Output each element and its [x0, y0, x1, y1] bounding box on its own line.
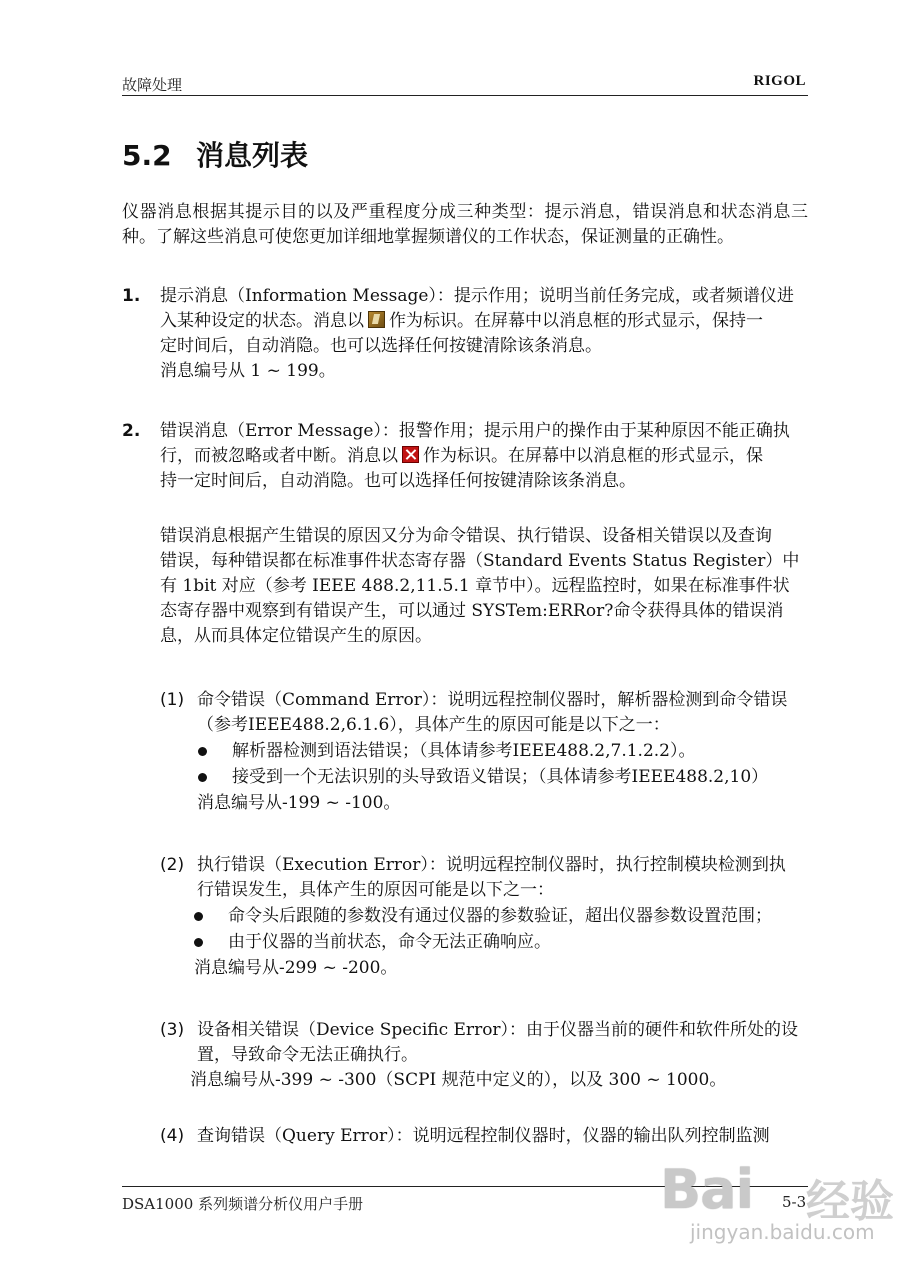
item-2-number: 2.	[122, 421, 141, 441]
sub-3-line-2: 置，导致命令无法正确执行。	[197, 1045, 418, 1065]
header-chapter: 故障处理	[122, 76, 183, 94]
sub-2-bullet-2: 由于仪器的当前状态，命令无法正确响应。	[228, 932, 551, 952]
section-title	[122, 134, 308, 174]
item-1-line-2a: 入某种设定的状态。消息以	[160, 311, 364, 331]
item-1-range: 消息编号从 1 ~ 199。	[160, 361, 336, 381]
sub-3-range: 消息编号从-399 ~ -300（SCPI 规范中定义的），以及 300 ~ 1000。	[190, 1070, 727, 1090]
sub-4-line-1: 查询错误（Query Error）：说明远程控制仪器时，仪器的输出队列控制监测	[197, 1126, 770, 1146]
sub-2-bullet-1: 命令头后跟随的参数没有通过仪器的参数验证，超出仪器参数设置范围；	[228, 906, 772, 926]
info-message-icon	[368, 311, 385, 328]
item-2-line-2a: 行，而被忽略或者中断。消息以	[160, 446, 398, 466]
sub-2-number: (2)	[160, 855, 185, 875]
watermark-url: jingyan.baidu.com	[690, 1220, 875, 1244]
sub-2-line-1: 执行错误（Execution Error）：说明远程控制仪器时，执行控制模块检测到执	[197, 855, 786, 875]
error-para-line-5: 息，从而具体定位错误产生的原因。	[160, 626, 432, 646]
error-message-icon	[402, 446, 419, 463]
sub-3-line-1: 设备相关错误（Device Specific Error）：由于仪器当前的硬件和软件所处的设	[197, 1020, 799, 1040]
bullet-icon	[194, 912, 203, 921]
bullet-icon	[198, 773, 207, 782]
section-number: 5.2	[122, 139, 172, 172]
error-para-line-4: 态寄存器中观察到有错误产生，可以通过 SYSTem:ERRor?命令获得具体的错误消	[160, 601, 784, 621]
footer-manual-title: DSA1000 系列频谱分析仪用户手册	[122, 1195, 364, 1213]
sub-2-range: 消息编号从-299 ~ -200。	[194, 958, 398, 978]
sub-1-line-1: 命令错误（Command Error）：说明远程控制仪器时，解析器检测到命令错误	[197, 690, 788, 710]
header-rule	[122, 95, 808, 96]
section-name: 消息列表	[196, 139, 309, 172]
error-para-line-1: 错误消息根据产生错误的原因又分为命令错误、执行错误、设备相关错误以及查询	[160, 526, 772, 546]
error-para-line-3: 有 1bit 对应（参考 IEEE 488.2,11.5.1 章节中）。远程监控时，如果在标准事件状	[160, 576, 790, 596]
item-1-line-3: 定时间后，自动消隐。也可以选择任何按键清除该条消息。	[160, 336, 602, 356]
bullet-icon	[194, 938, 203, 947]
item-2-line-1: 错误消息（Error Message）：报警作用；提示用户的操作由于某种原因不能正确执	[160, 421, 790, 441]
watermark-cn: 经验	[806, 1176, 894, 1227]
item-1-line-2	[160, 309, 763, 334]
sub-1-range: 消息编号从-199 ~ -100。	[197, 793, 401, 813]
sub-1-bullet-2: 接受到一个无法识别的头导致语义错误；（具体请参考IEEE488.2,10）	[232, 767, 769, 787]
sub-2-line-2: 行错误发生，具体产生的原因可能是以下之一：	[197, 880, 554, 900]
intro-paragraph: 仪器消息根据其提示目的以及严重程度分成三种类型：提示消息，错误消息和状态消息三种。了解这些消息可使您更加详细地掌握频谱仪的工作状态，保证测量的正确性。	[122, 202, 808, 248]
item-1-line-1: 提示消息（Information Message）：提示作用；说明当前任务完成，或者频谱仪进	[160, 286, 794, 306]
footer-page-number: 5-3	[782, 1193, 807, 1211]
header-brand: RIGOL	[753, 73, 806, 89]
item-2-line-3: 持一定时间后，自动消隐。也可以选择任何按键清除该条消息。	[160, 471, 636, 491]
error-para-line-2: 错误，每种错误都在标准事件状态寄存器（Standard Events Status Register）中	[160, 551, 800, 571]
sub-1-line-2: （参考IEEE488.2,6.1.6），具体产生的原因可能是以下之一：	[197, 715, 670, 735]
item-1-line-2b: 作为标识。在屏幕中以消息框的形式显示，保持一	[389, 311, 763, 331]
item-1-number: 1.	[122, 286, 141, 306]
watermark-brand: Bai	[660, 1158, 754, 1221]
item-2-line-2b: 作为标识。在屏幕中以消息框的形式显示，保	[423, 446, 763, 466]
sub-1-number: (1)	[160, 690, 185, 710]
bullet-icon	[198, 747, 207, 756]
sub-4-number: (4)	[160, 1126, 185, 1146]
sub-1-bullet-1: 解析器检测到语法错误；（具体请参考IEEE488.2,7.1.2.2）。	[232, 741, 696, 761]
sub-3-number: (3)	[160, 1020, 185, 1040]
item-2-line-2	[160, 444, 763, 469]
